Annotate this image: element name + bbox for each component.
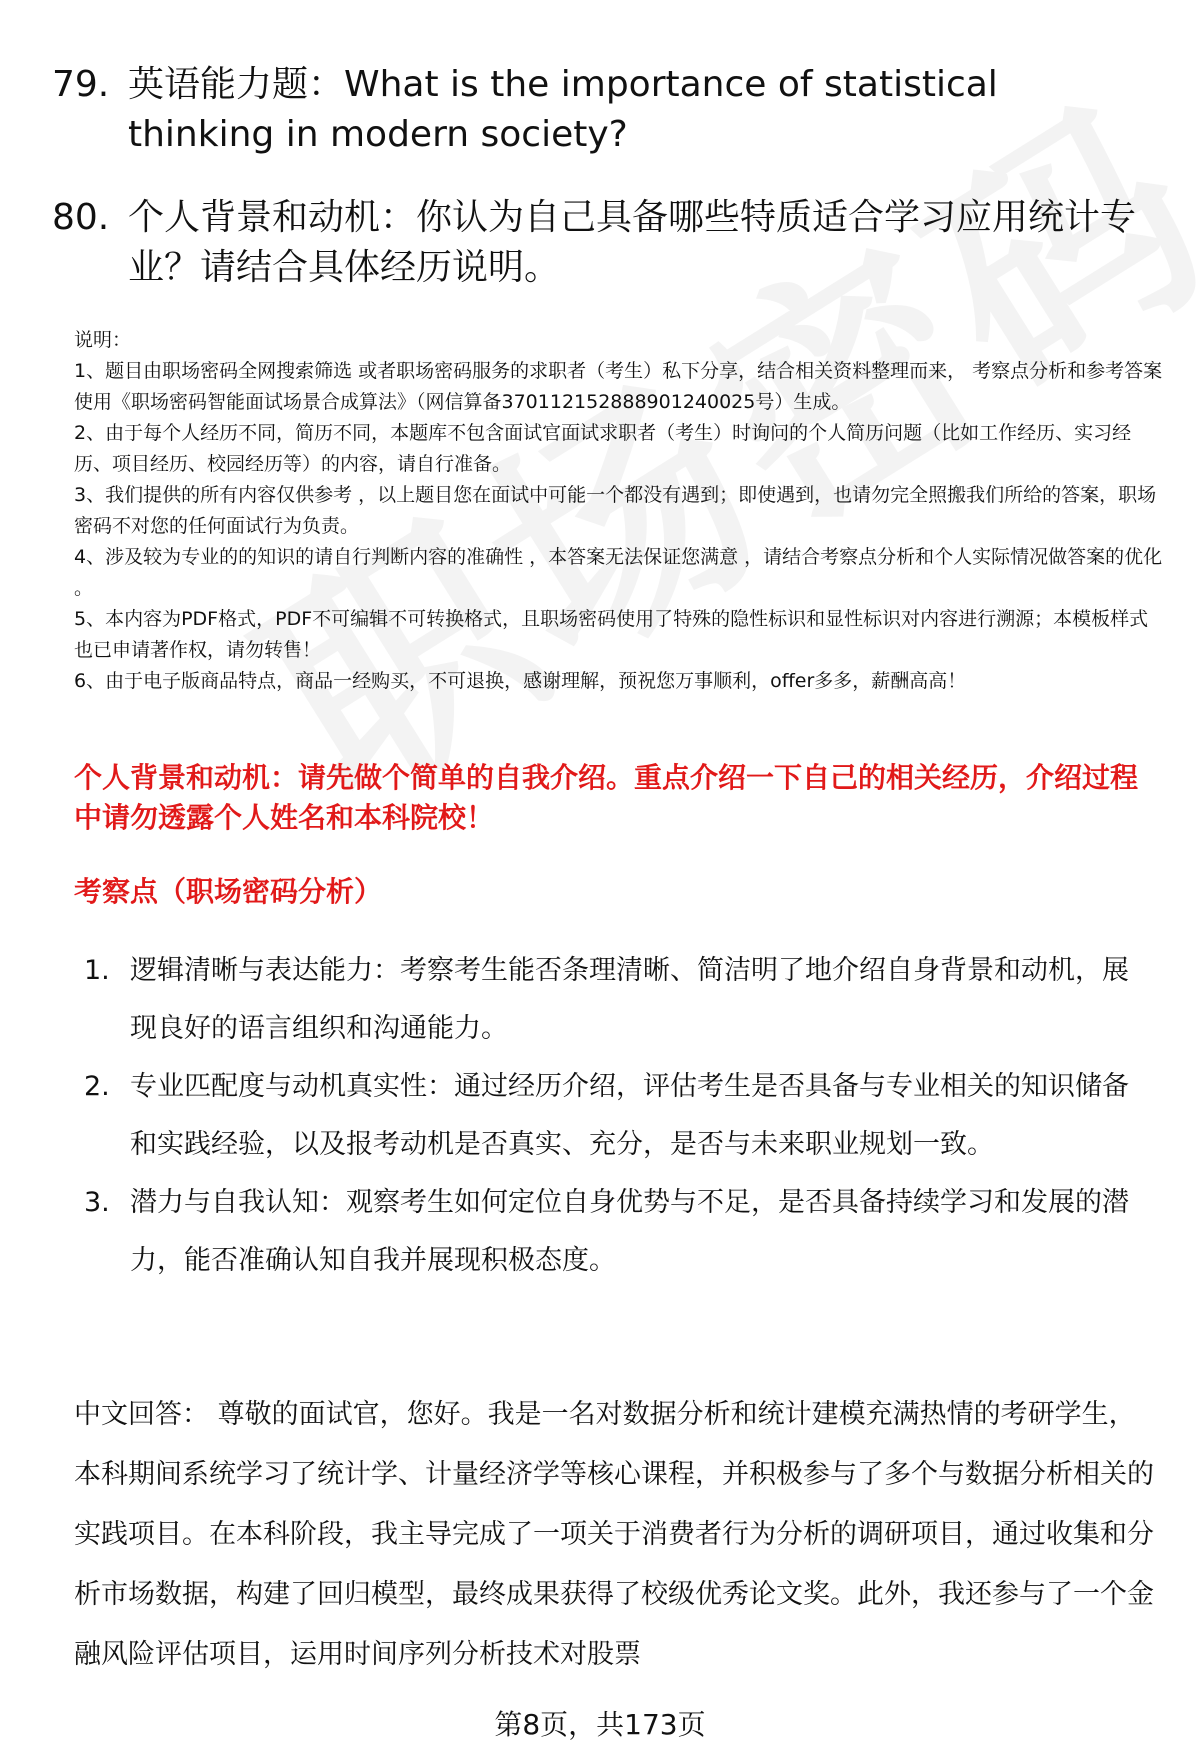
question-79 [52, 60, 1152, 160]
note-item: 1、题目由职场密码全网搜索筛选 或者职场密码服务的求职者（考生）私下分享，结合相关资料整理而来， 考察点分析和参考答案使用《职场密码智能面试场景合成算法》（网信算备370112152888901240025号）生成。 [74, 360, 1163, 413]
analysis-points [84, 942, 1144, 1290]
analysis-point [84, 1058, 1144, 1174]
notes-title: 说明： [74, 329, 132, 351]
answer-paragraph: 中文回答： 尊敬的面试官，您好。我是一名对数据分析和统计建模充满热情的考研学生，本科期间系统学习了统计学、计量经济学等核心课程，并积极参与了多个与数据分析相关的实践项目。在本科阶段，我主导完成了一项关于消费者行为分析的调研项目，通过收集和分析市场数据，构建了回归模型，最终成果获得了校级优秀论文奖。此外，我还参与了一个金融风险评估项目，运用时间序列分析技术对股票 [74, 1399, 1154, 1670]
point-text: 逻辑清晰与表达能力：考察考生能否条理清晰、简洁明了地介绍自身背景和动机，展现良好的语言组织和沟通能力。 [130, 955, 1129, 1044]
question-text: 英语能力题：What is the importance of statistical thinking in modern society? [128, 64, 998, 155]
note-item: 2、由于每个人经历不同，简历不同，本题库不包含面试官面试求职者（考生）时询问的个人简历问题（比如工作经历、实习经历、项目经历、校园经历等）的内容，请自行准备。 [74, 422, 1132, 475]
section-question: 个人背景和动机：请先做个简单的自我介绍。重点介绍一下自己的相关经历，介绍过程中请勿透露个人姓名和本科院校！ [74, 761, 1139, 834]
analysis-title: 考察点（职场密码分析） [74, 875, 383, 908]
note-item: 5、本内容为PDF格式，PDF不可编辑不可转换格式，且职场密码使用了特殊的隐性标识和显性标识对内容进行溯源；本模板样式也已申请著作权，请勿转售！ [74, 608, 1149, 661]
point-text: 专业匹配度与动机真实性：通过经历介绍，评估考生是否具备与专业相关的知识储备和实践经验，以及报考动机是否真实、充分，是否与未来职业规划一致。 [130, 1071, 1129, 1160]
question-number: 80. [52, 197, 110, 238]
analysis-point [84, 942, 1144, 1058]
point-number: 2. [84, 1071, 110, 1102]
note-item: 3、我们提供的所有内容仅供参考 ，以上题目您在面试中可能一个都没有遇到；即使遇到，也请勿完全照搬我们所给的答案，职场密码不对您的任何面试行为负责。 [74, 484, 1157, 537]
question-number: 79. [52, 64, 110, 105]
point-number: 3. [84, 1187, 110, 1218]
question-text: 个人背景和动机：你认为自己具备哪些特质适合学习应用统计专业？请结合具体经历说明。 [128, 197, 1137, 288]
point-number: 1. [84, 955, 110, 986]
note-item: 6、由于电子版商品特点，商品一经购买，不可退换，感谢理解，预祝您万事顺利，offer多多，薪酬高高！ [74, 670, 967, 692]
analysis-point [84, 1174, 1144, 1290]
page-footer: 第8页，共173页 [494, 1708, 706, 1741]
notes-section [74, 325, 1164, 697]
note-item: 4、涉及较为专业的的知识的请自行判断内容的准确性 ，本答案无法保证您满意 ，请结合考察点分析和个人实际情况做答案的优化 。 [74, 546, 1163, 599]
question-80 [52, 193, 1152, 293]
point-text: 潜力与自我认知：观察考生如何定位自身优势与不足，是否具备持续学习和发展的潜力，能否准确认知自我并展现积极态度。 [130, 1187, 1129, 1276]
